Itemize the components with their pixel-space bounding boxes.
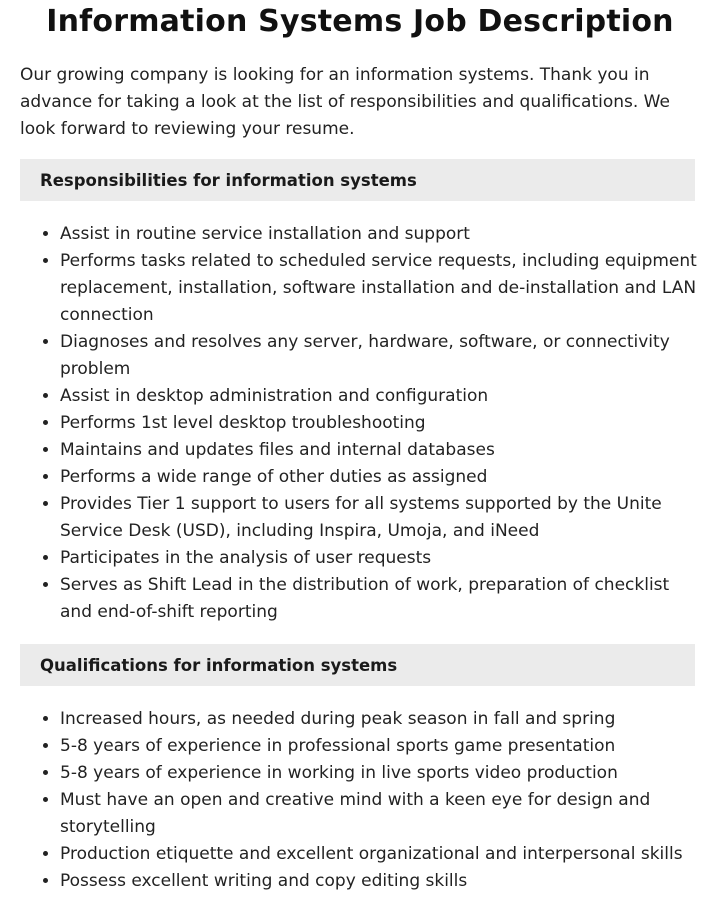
intro-paragraph: Our growing company is looking for an information systems. Thank you in advance for taking a look at the list of responsibilities and qualifications. We look forward to reviewing your resume. xyxy=(20,65,670,139)
list-item: • Must have an open and creative mind with a keen eye for design and storytelling xyxy=(60,787,700,841)
list-item: • Participates in the analysis of user requests xyxy=(60,545,700,572)
page-title: Information Systems Job Description xyxy=(46,4,674,39)
list-item: • 5-8 years of experience in professional sports game presentation xyxy=(60,733,700,760)
list-item: • Diagnoses and resolves any server, hardware, software, or connectivity problem xyxy=(60,329,700,383)
responsibilities-list xyxy=(20,221,700,626)
list-item: • Production etiquette and excellent organizational and interpersonal skills xyxy=(60,841,700,868)
list-item: • Serves as Shift Lead in the distribution of work, preparation of checklist and end-of-shift reporting xyxy=(60,572,700,626)
list-item: • 5-8 years of experience in working in live sports video production xyxy=(60,760,700,787)
list-item: • Assist in routine service installation and support xyxy=(60,221,700,248)
list-item: • Performs a wide range of other duties as assigned xyxy=(60,464,700,491)
list-item: • Performs tasks related to scheduled service requests, including equipment replacement, installation, software installation and de-installation and LAN connection xyxy=(60,248,700,329)
list-item: • Assist in desktop administration and configuration xyxy=(60,383,700,410)
qualifications-list xyxy=(20,706,700,895)
list-item: • Possess excellent writing and copy editing skills xyxy=(60,868,700,895)
list-item: • Performs 1st level desktop troubleshooting xyxy=(60,410,700,437)
list-item: • Maintains and updates files and internal databases xyxy=(60,437,700,464)
responsibilities-heading: Responsibilities for information systems xyxy=(20,159,695,201)
list-item: • Provides Tier 1 support to users for all systems supported by the Unite Service Desk (USD), including Inspira, Umoja, and iNeed xyxy=(60,491,700,545)
qualifications-heading: Qualifications for information systems xyxy=(20,644,695,686)
list-item: • Increased hours, as needed during peak season in fall and spring xyxy=(60,706,700,733)
